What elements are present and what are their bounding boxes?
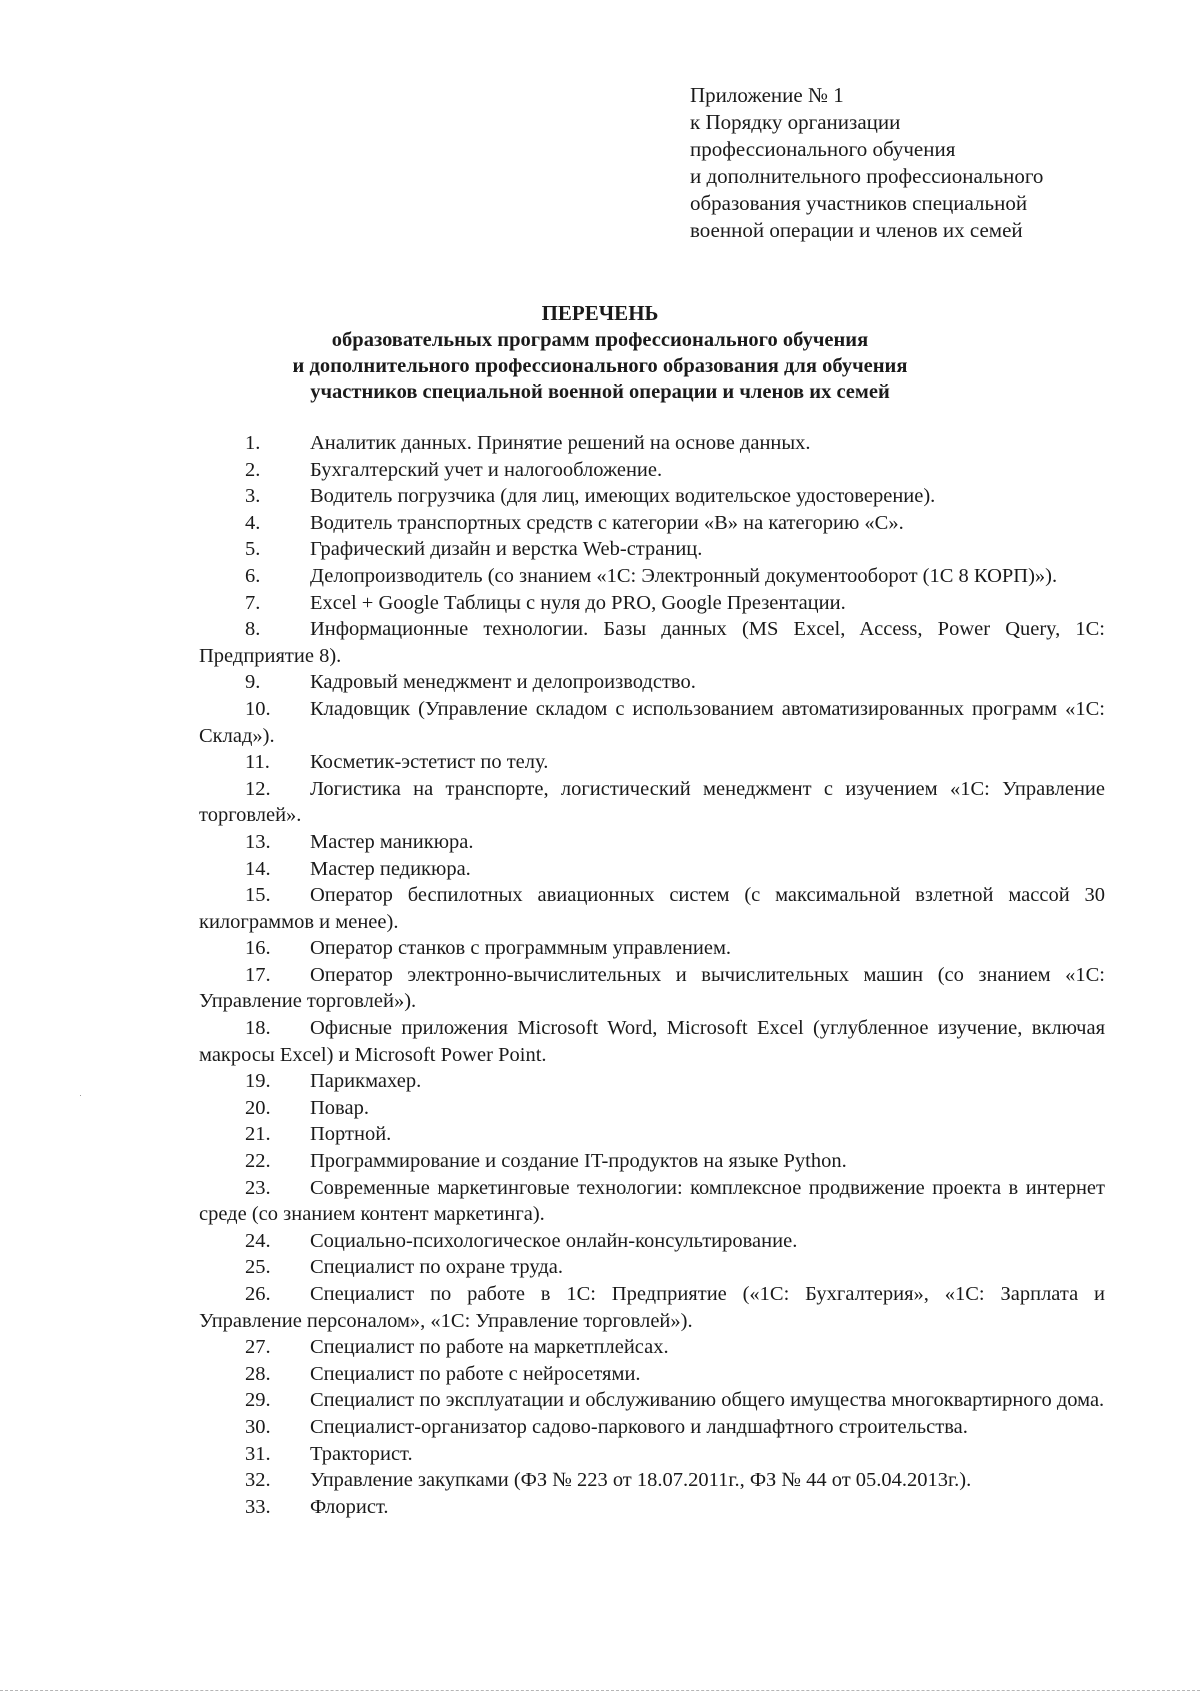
list-item-text: Специалист по работе на маркетплейсах. [310,1336,669,1359]
list-item [199,935,1105,962]
list-item [199,669,1105,696]
list-item-text: Оператор электронно-вычислительных и вычислительных машин (со знанием «1С: Управление торговлей»). [199,963,1105,1013]
appendix-line: к Порядку организации [690,110,901,134]
list-item-text: Специалист-организатор садово-паркового и ландшафтного строительства. [310,1415,968,1438]
list-item-text: Кадровый менеджмент и делопроизводство. [310,671,696,694]
list-item-number: 5. [245,538,261,561]
list-item-number: 27. [245,1336,271,1359]
list-item [199,882,1105,935]
document-subtitle-line: участников специальной военной операции и членов их семей [310,381,890,403]
list-item-number: 10. [245,697,271,720]
list-item [199,1334,1105,1361]
list-item [199,1414,1105,1441]
list-item [199,563,1105,590]
list-item [199,962,1105,1015]
list-item-number: 13. [245,830,271,853]
list-item [199,776,1105,829]
list-item-text: Управление закупками (ФЗ № 223 от 18.07.2011г., ФЗ № 44 от 05.04.2013г.). [310,1469,972,1492]
list-item-number: 17. [245,963,271,986]
list-item-text: Графический дизайн и верстка Web-страниц. [310,538,703,561]
list-item [199,1121,1105,1148]
appendix-line: и дополнительного профессионального [690,164,1044,188]
list-item-number: 7. [245,591,261,614]
document-title: ПЕРЕЧЕНЬ [541,301,659,325]
list-item-number: 9. [245,671,261,694]
list-item [199,1148,1105,1175]
list-item-number: 25. [245,1256,271,1279]
program-list [199,430,1105,1520]
list-item [199,616,1105,669]
list-item-number: 21. [245,1123,271,1146]
list-item-number: 30. [245,1415,271,1438]
list-item-number: 31. [245,1442,271,1465]
appendix-line: военной операции и членов их семей [690,218,1023,242]
list-item [199,457,1105,484]
list-item-number: 19. [245,1070,271,1093]
list-item-text: Специалист по эксплуатации и обслуживанию общего имущества многоквартирного дома. [310,1389,1105,1412]
list-item-text: Оператор беспилотных авиационных систем (с максимальной взлетной массой 30 килограммов и менее). [199,884,1105,933]
scan-artifact [80,1095,81,1096]
list-item-text: Мастер педикюра. [310,857,471,880]
list-item [199,1095,1105,1122]
list-item [199,1361,1105,1388]
document-heading [0,300,1200,405]
list-item [199,536,1105,563]
list-item-number: 18. [245,1017,271,1040]
list-item-text: Флорист. [310,1495,389,1518]
list-item-text: Кладовщик (Управление складом с использованием автоматизированных программ «1С: Склад»). [199,697,1105,747]
list-item-number: 29. [245,1389,271,1412]
list-item-number: 2. [245,458,261,481]
list-item-text: Современные маркетинговые технологии: комплексное продвижение проекта в интернет среде (со знанием контент маркетинга). [199,1176,1105,1226]
list-item [199,1068,1105,1095]
list-item-number: 11. [245,751,270,774]
list-item-text: Специалист по охране труда. [310,1256,564,1279]
list-item-text: Аналитик данных. Принятие решений на основе данных. [310,432,811,454]
list-item [199,430,1105,457]
list-item [199,1467,1105,1494]
appendix-line: Приложение № 1 [690,83,844,107]
list-item [199,829,1105,856]
list-item-text: Оператор станков с программным управлением. [310,937,732,960]
list-item-number: 3. [245,485,261,508]
list-item-text: Мастер маникюра. [310,830,474,853]
list-item [199,1441,1105,1468]
list-item-number: 20. [245,1096,271,1119]
list-item [199,590,1105,617]
list-item-number: 14. [245,857,271,880]
list-item [199,1228,1105,1255]
list-item-text: Логистика на транспорте, логистический менеджмент с изучением «1С: Управление торговлей». [199,777,1105,827]
document-subtitle-line: и дополнительного профессионального образования для обучения [292,355,908,377]
list-item-text: Косметик-эстетист по телу. [310,751,549,774]
scan-edge-line [0,1690,1200,1692]
list-item [199,749,1105,776]
list-item-text: Повар. [310,1096,369,1119]
list-item [199,856,1105,883]
list-item-text: Парикмахер. [310,1070,422,1093]
list-item [199,696,1105,749]
list-item-text: Портной. [310,1123,392,1146]
appendix-note [690,82,1043,244]
list-item-text: Информационные технологии. Базы данных (MS Excel, Access, Power Query, 1С: Предприятие 8). [199,618,1105,667]
list-item-text: Делопроизводитель (со знанием «1С: Электронный документооборот (1С 8 КОРП)»). [310,564,1058,587]
list-item-number: 1. [245,432,261,454]
list-item-text: Excel + Google Таблицы с нуля до PRO, Google Презентации. [310,591,846,614]
list-item-number: 33. [245,1495,271,1518]
list-item-text: Социально-психологическое онлайн-консультирование. [310,1229,798,1252]
list-item-text: Специалист по работе в 1С: Предприятие («1С: Бухгалтерия», «1С: Зарплата и Управление персоналом», «1С: Управление торговлей»). [199,1283,1105,1332]
list-item-number: 22. [245,1150,271,1173]
list-item-number: 8. [245,618,261,641]
list-item-text: Бухгалтерский учет и налогообложение. [310,458,663,481]
list-item-number: 28. [245,1362,271,1385]
list-item [199,1387,1105,1414]
appendix-line: профессионального обучения [690,137,956,161]
list-item [199,1281,1105,1334]
list-item [199,483,1105,510]
list-item-text: Тракторист. [310,1442,413,1465]
list-item-number: 32. [245,1469,271,1492]
list-item-number: 23. [245,1176,271,1199]
list-item-number: 15. [245,884,271,907]
document-subtitle-line: образовательных программ профессионального обучения [331,329,869,351]
list-item [199,1254,1105,1281]
list-item-text: Офисные приложения Microsoft Word, Microsoft Excel (углубленное изучение, включая макросы Excel) и Microsoft Power Point. [199,1017,1105,1066]
list-item [199,1015,1105,1068]
list-item-number: 6. [245,564,261,587]
list-item-text: Водитель погрузчика (для лиц, имеющих водительское удостоверение). [310,485,936,508]
list-item-number: 24. [245,1229,271,1252]
list-item [199,1175,1105,1228]
list-item-text: Программирование и создание IT-продуктов на языке Python. [310,1150,847,1173]
appendix-line: образования участников специальной [690,191,1028,215]
list-item-text: Водитель транспортных средств с категории «В» на категорию «С». [310,511,904,534]
list-item [199,1494,1105,1521]
list-item [199,510,1105,537]
list-item-number: 4. [245,511,261,534]
list-item-number: 16. [245,937,271,960]
list-item-number: 12. [245,777,271,800]
list-item-number: 26. [245,1283,271,1305]
list-item-text: Специалист по работе с нейросетями. [310,1362,641,1385]
